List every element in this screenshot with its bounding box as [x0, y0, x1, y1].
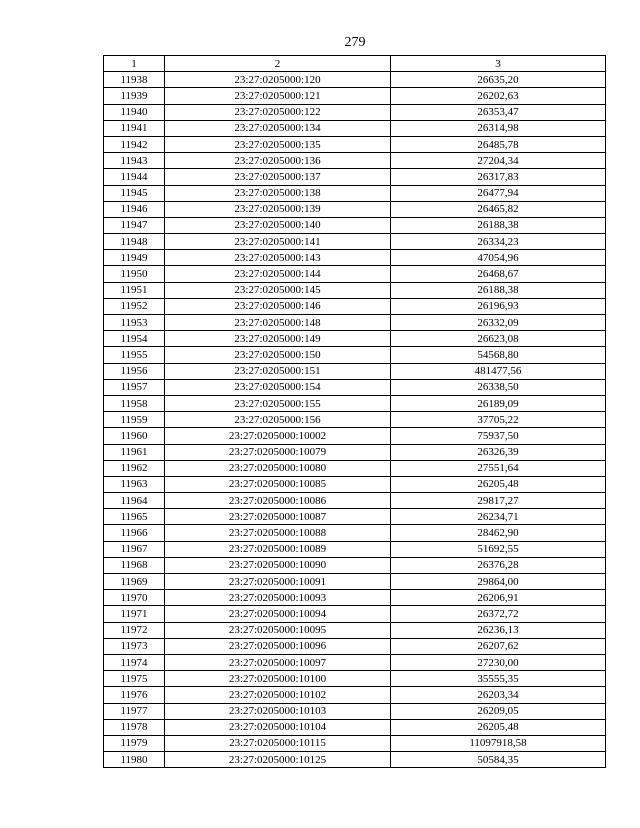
table-row — [104, 428, 606, 444]
row-number-cell: 11939 — [104, 88, 165, 104]
row-number-cell: 11943 — [104, 153, 165, 169]
page-number: 279 — [344, 35, 366, 50]
value-cell: 26205,48 — [391, 476, 606, 492]
table-row — [104, 735, 606, 751]
row-number-cell: 11954 — [104, 331, 165, 347]
row-number-cell: 11968 — [104, 557, 165, 573]
row-number-cell: 11978 — [104, 719, 165, 735]
cadastral-number-cell: 23:27:0205000:10097 — [165, 654, 391, 670]
table-row — [104, 557, 606, 573]
row-number-cell: 11963 — [104, 476, 165, 492]
table-row — [104, 104, 606, 120]
column-header-2: 2 — [165, 56, 391, 72]
cadastral-number-cell: 23:27:0205000:10094 — [165, 606, 391, 622]
row-number-cell: 11979 — [104, 735, 165, 751]
cadastral-number-cell: 23:27:0205000:10100 — [165, 671, 391, 687]
cadastral-number-cell: 23:27:0205000:139 — [165, 201, 391, 217]
value-cell: 50584,35 — [391, 752, 606, 768]
table-row — [104, 266, 606, 282]
value-cell: 29817,27 — [391, 493, 606, 509]
cadastral-number-cell: 23:27:0205000:10115 — [165, 735, 391, 751]
table-row — [104, 363, 606, 379]
value-cell: 35555,35 — [391, 671, 606, 687]
table-row — [104, 120, 606, 136]
row-number-cell: 11953 — [104, 315, 165, 331]
table-row — [104, 88, 606, 104]
row-number-cell: 11960 — [104, 428, 165, 444]
table-row — [104, 687, 606, 703]
value-cell: 26338,50 — [391, 379, 606, 395]
row-number-cell: 11955 — [104, 347, 165, 363]
column-header-3: 3 — [391, 56, 606, 72]
value-cell: 26188,38 — [391, 282, 606, 298]
table-row — [104, 185, 606, 201]
value-cell: 47054,96 — [391, 250, 606, 266]
row-number-cell: 11966 — [104, 525, 165, 541]
cadastral-number-cell: 23:27:0205000:146 — [165, 298, 391, 314]
value-cell: 26209,05 — [391, 703, 606, 719]
cadastral-number-cell: 23:27:0205000:143 — [165, 250, 391, 266]
row-number-cell: 11977 — [104, 703, 165, 719]
row-number-cell: 11952 — [104, 298, 165, 314]
header-row — [104, 56, 606, 72]
cadastral-number-cell: 23:27:0205000:10102 — [165, 687, 391, 703]
cadastral-number-cell: 23:27:0205000:151 — [165, 363, 391, 379]
cadastral-number-cell: 23:27:0205000:10087 — [165, 509, 391, 525]
table-row — [104, 234, 606, 250]
cadastral-number-cell: 23:27:0205000:136 — [165, 153, 391, 169]
cadastral-number-cell: 23:27:0205000:135 — [165, 136, 391, 152]
cadastral-number-cell: 23:27:0205000:121 — [165, 88, 391, 104]
row-number-cell: 11971 — [104, 606, 165, 622]
value-cell: 26623,08 — [391, 331, 606, 347]
cadastral-number-cell: 23:27:0205000:154 — [165, 379, 391, 395]
value-cell: 26188,38 — [391, 217, 606, 233]
table-header — [104, 56, 606, 72]
table-row — [104, 719, 606, 735]
row-number-cell: 11976 — [104, 687, 165, 703]
value-cell: 26202,63 — [391, 88, 606, 104]
cadastral-number-cell: 23:27:0205000:10103 — [165, 703, 391, 719]
row-number-cell: 11959 — [104, 412, 165, 428]
table-row — [104, 444, 606, 460]
table-row — [104, 169, 606, 185]
cadastral-number-cell: 23:27:0205000:10080 — [165, 460, 391, 476]
cadastral-number-cell: 23:27:0205000:10088 — [165, 525, 391, 541]
cadastral-number-cell: 23:27:0205000:10079 — [165, 444, 391, 460]
table-row — [104, 136, 606, 152]
row-number-cell: 11948 — [104, 234, 165, 250]
cadastral-number-cell: 23:27:0205000:10125 — [165, 752, 391, 768]
row-number-cell: 11951 — [104, 282, 165, 298]
cadastral-number-cell: 23:27:0205000:141 — [165, 234, 391, 250]
table-row — [104, 379, 606, 395]
value-cell: 27204,34 — [391, 153, 606, 169]
value-cell: 26189,09 — [391, 395, 606, 411]
table-row — [104, 201, 606, 217]
value-cell: 27230,00 — [391, 654, 606, 670]
value-cell: 26485,78 — [391, 136, 606, 152]
row-number-cell: 11973 — [104, 638, 165, 654]
table-row — [104, 476, 606, 492]
row-number-cell: 11940 — [104, 104, 165, 120]
value-cell: 26468,67 — [391, 266, 606, 282]
cadastral-number-cell: 23:27:0205000:137 — [165, 169, 391, 185]
column-header-1: 1 — [104, 56, 165, 72]
row-number-cell: 11975 — [104, 671, 165, 687]
value-cell: 26203,34 — [391, 687, 606, 703]
row-number-cell: 11949 — [104, 250, 165, 266]
table-row — [104, 703, 606, 719]
row-number-cell: 11945 — [104, 185, 165, 201]
value-cell: 26465,82 — [391, 201, 606, 217]
row-number-cell: 11938 — [104, 72, 165, 88]
cadastral-number-cell: 23:27:0205000:10085 — [165, 476, 391, 492]
row-number-cell: 11967 — [104, 541, 165, 557]
table-row — [104, 250, 606, 266]
table-row — [104, 574, 606, 590]
row-number-cell: 11942 — [104, 136, 165, 152]
value-cell: 26207,62 — [391, 638, 606, 654]
table-row — [104, 752, 606, 768]
row-number-cell: 11950 — [104, 266, 165, 282]
value-cell: 26372,72 — [391, 606, 606, 622]
value-cell: 26353,47 — [391, 104, 606, 120]
table-row — [104, 671, 606, 687]
cadastral-number-cell: 23:27:0205000:156 — [165, 412, 391, 428]
cadastral-number-cell: 23:27:0205000:10104 — [165, 719, 391, 735]
cadastral-number-cell: 23:27:0205000:148 — [165, 315, 391, 331]
value-cell: 11097918,58 — [391, 735, 606, 751]
value-cell: 75937,50 — [391, 428, 606, 444]
row-number-cell: 11946 — [104, 201, 165, 217]
table-row — [104, 298, 606, 314]
row-number-cell: 11944 — [104, 169, 165, 185]
cadastral-number-cell: 23:27:0205000:155 — [165, 395, 391, 411]
cadastral-number-cell: 23:27:0205000:10093 — [165, 590, 391, 606]
table-row — [104, 412, 606, 428]
value-cell: 26477,94 — [391, 185, 606, 201]
cadastral-number-cell: 23:27:0205000:150 — [165, 347, 391, 363]
row-number-cell: 11970 — [104, 590, 165, 606]
table-row — [104, 654, 606, 670]
table-row — [104, 493, 606, 509]
table-row — [104, 460, 606, 476]
row-number-cell: 11962 — [104, 460, 165, 476]
value-cell: 54568,80 — [391, 347, 606, 363]
value-cell: 26332,09 — [391, 315, 606, 331]
table-row — [104, 153, 606, 169]
cadastral-number-cell: 23:27:0205000:10086 — [165, 493, 391, 509]
row-number-cell: 11969 — [104, 574, 165, 590]
table-row — [104, 395, 606, 411]
row-number-cell: 11961 — [104, 444, 165, 460]
table-row — [104, 509, 606, 525]
table-row — [104, 541, 606, 557]
row-number-cell: 11956 — [104, 363, 165, 379]
value-cell: 26314,98 — [391, 120, 606, 136]
value-cell: 27551,64 — [391, 460, 606, 476]
value-cell: 29864,00 — [391, 574, 606, 590]
cadastral-number-cell: 23:27:0205000:10091 — [165, 574, 391, 590]
value-cell: 26196,93 — [391, 298, 606, 314]
value-cell: 26334,23 — [391, 234, 606, 250]
cadastral-number-cell: 23:27:0205000:120 — [165, 72, 391, 88]
value-cell: 26236,13 — [391, 622, 606, 638]
cadastral-number-cell: 23:27:0205000:138 — [165, 185, 391, 201]
cadastral-number-cell: 23:27:0205000:144 — [165, 266, 391, 282]
cadastral-number-cell: 23:27:0205000:10002 — [165, 428, 391, 444]
table-row — [104, 525, 606, 541]
value-cell: 37705,22 — [391, 412, 606, 428]
cadastral-number-cell: 23:27:0205000:10096 — [165, 638, 391, 654]
table-row — [104, 217, 606, 233]
cadastral-number-cell: 23:27:0205000:10090 — [165, 557, 391, 573]
row-number-cell: 11957 — [104, 379, 165, 395]
table-row — [104, 282, 606, 298]
row-number-cell: 11964 — [104, 493, 165, 509]
row-number-cell: 11941 — [104, 120, 165, 136]
table-row — [104, 590, 606, 606]
value-cell: 26635,20 — [391, 72, 606, 88]
table-row — [104, 622, 606, 638]
value-cell: 26317,83 — [391, 169, 606, 185]
cadastral-number-cell: 23:27:0205000:10095 — [165, 622, 391, 638]
table-row — [104, 638, 606, 654]
value-cell: 26205,48 — [391, 719, 606, 735]
row-number-cell: 11972 — [104, 622, 165, 638]
value-cell: 26376,28 — [391, 557, 606, 573]
table-row — [104, 331, 606, 347]
table-body — [104, 72, 606, 768]
value-cell: 26206,91 — [391, 590, 606, 606]
cadastral-number-cell: 23:27:0205000:10089 — [165, 541, 391, 557]
value-cell: 28462,90 — [391, 525, 606, 541]
row-number-cell: 11958 — [104, 395, 165, 411]
table-row — [104, 606, 606, 622]
value-cell: 481477,56 — [391, 363, 606, 379]
cadastral-number-cell: 23:27:0205000:134 — [165, 120, 391, 136]
value-cell: 51692,55 — [391, 541, 606, 557]
row-number-cell: 11980 — [104, 752, 165, 768]
table-row — [104, 347, 606, 363]
table-row — [104, 72, 606, 88]
registry-table — [103, 55, 606, 768]
row-number-cell: 11974 — [104, 654, 165, 670]
row-number-cell: 11947 — [104, 217, 165, 233]
value-cell: 26234,71 — [391, 509, 606, 525]
cadastral-number-cell: 23:27:0205000:149 — [165, 331, 391, 347]
row-number-cell: 11965 — [104, 509, 165, 525]
table-row — [104, 315, 606, 331]
cadastral-number-cell: 23:27:0205000:140 — [165, 217, 391, 233]
value-cell: 26326,39 — [391, 444, 606, 460]
cadastral-number-cell: 23:27:0205000:145 — [165, 282, 391, 298]
cadastral-number-cell: 23:27:0205000:122 — [165, 104, 391, 120]
